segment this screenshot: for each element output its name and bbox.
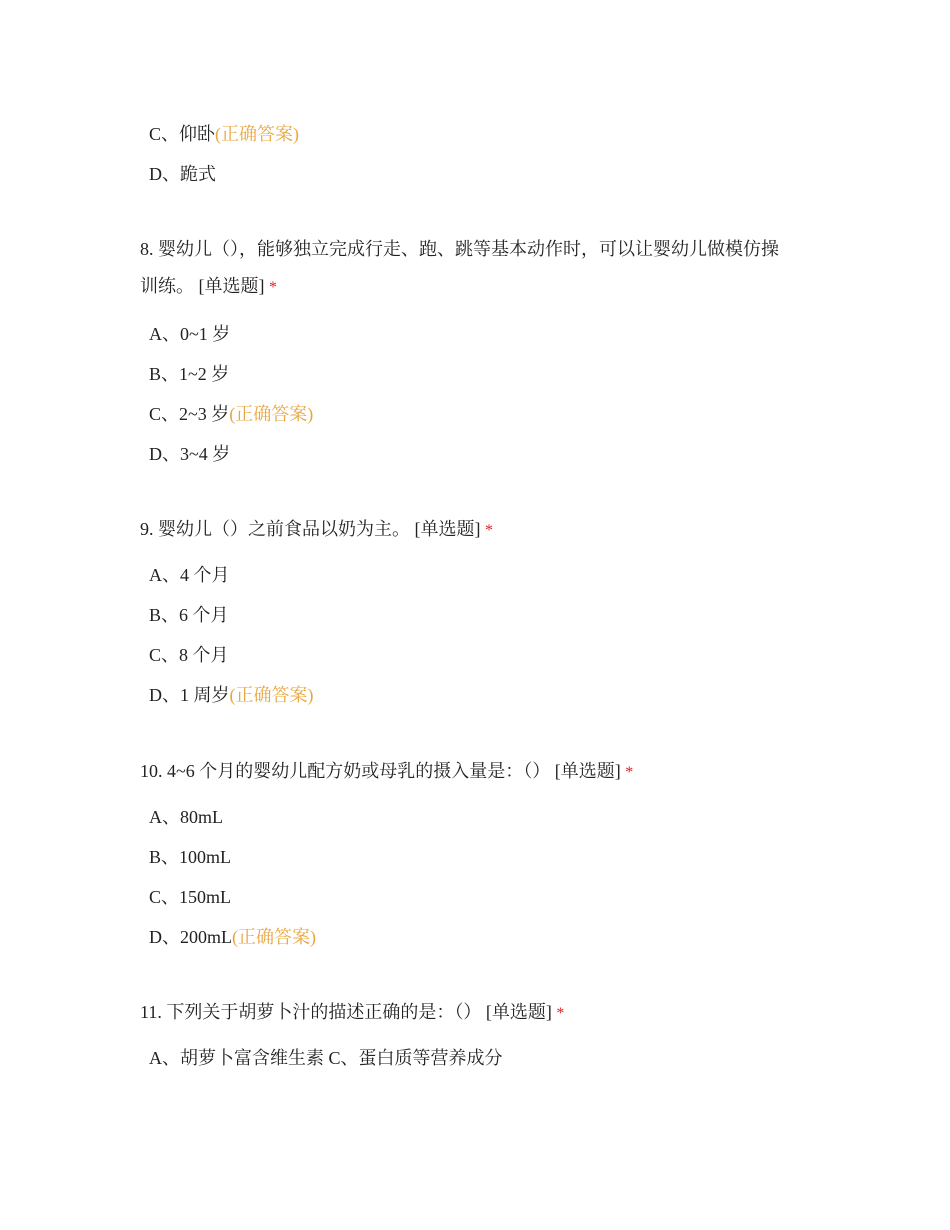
question-7-options [140, 114, 830, 194]
option-label: B、6 个月 [149, 605, 229, 625]
option-item [140, 877, 830, 917]
question-text-line2: 训练。 [140, 276, 194, 296]
option-item [140, 917, 830, 957]
option-label: D、200mL [149, 927, 232, 947]
option-item [140, 1038, 830, 1078]
option-item [140, 114, 830, 154]
option-item [140, 354, 830, 394]
option-label: A、80mL [149, 807, 223, 827]
question-7-options-block [140, 114, 830, 194]
question-title [140, 994, 830, 1032]
question-title [140, 753, 830, 791]
option-item [140, 555, 830, 595]
option-item [140, 154, 830, 194]
option-item [140, 635, 830, 675]
option-item [140, 797, 830, 837]
option-item [140, 595, 830, 635]
option-item [140, 675, 830, 715]
question-8-options [140, 314, 830, 474]
question-8 [140, 231, 830, 306]
question-11 [140, 994, 830, 1032]
option-label: C、8 个月 [149, 645, 229, 665]
correct-answer-mark: (正确答案) [232, 927, 316, 947]
option-label: A、胡萝卜富含维生素 C、蛋白质等营养成分 [149, 1048, 503, 1068]
question-title [140, 231, 830, 306]
required-mark: * [269, 279, 277, 296]
question-text: 9. 婴幼儿（）之前食品以奶为主。 [140, 519, 410, 539]
question-text-line1: 8. 婴幼儿（），能够独立完成行走、跑、跳等基本动作时，可以让婴幼儿做模仿操 [140, 239, 779, 259]
question-type-tag: [单选题] [485, 1002, 552, 1022]
option-label: D、1 周岁 [149, 685, 230, 705]
option-label: B、1~2 岁 [149, 364, 230, 384]
question-8-options-block [140, 314, 830, 474]
option-item [140, 837, 830, 877]
option-label: C、仰卧 [149, 124, 216, 144]
option-label: C、2~3 岁 [149, 404, 230, 424]
question-type-tag: [单选题] [554, 761, 621, 781]
question-10-options [140, 797, 830, 957]
option-label: D、跪式 [149, 164, 216, 184]
question-text: 11. 下列关于胡萝卜汁的描述正确的是：（） [140, 1002, 482, 1022]
option-item [140, 434, 830, 474]
correct-answer-mark: (正确答案) [229, 685, 314, 705]
question-10 [140, 753, 830, 791]
question-11-options [140, 1038, 830, 1078]
option-label: A、4 个月 [149, 565, 230, 585]
question-type-tag: [单选题] [414, 519, 481, 539]
option-label: D、3~4 岁 [149, 444, 231, 464]
option-item [140, 394, 830, 434]
required-mark: * [625, 764, 634, 781]
option-label: B、100mL [149, 847, 232, 867]
question-9 [140, 511, 830, 549]
question-title [140, 511, 830, 549]
question-9-options [140, 555, 830, 715]
required-mark: * [485, 522, 493, 539]
option-label: C、150mL [149, 887, 232, 907]
option-label: A、0~1 岁 [149, 324, 231, 344]
required-mark: * [556, 1005, 565, 1022]
option-item [140, 314, 830, 354]
correct-answer-mark: (正确答案) [215, 124, 300, 144]
question-text: 10. 4~6 个月的婴幼儿配方奶或母乳的摄入量是：（） [140, 761, 551, 781]
question-11-options-block [140, 1038, 830, 1078]
correct-answer-mark: (正确答案) [229, 404, 314, 424]
question-10-options-block [140, 797, 830, 957]
question-type-tag: [单选题] [198, 276, 265, 296]
question-9-options-block [140, 555, 830, 715]
